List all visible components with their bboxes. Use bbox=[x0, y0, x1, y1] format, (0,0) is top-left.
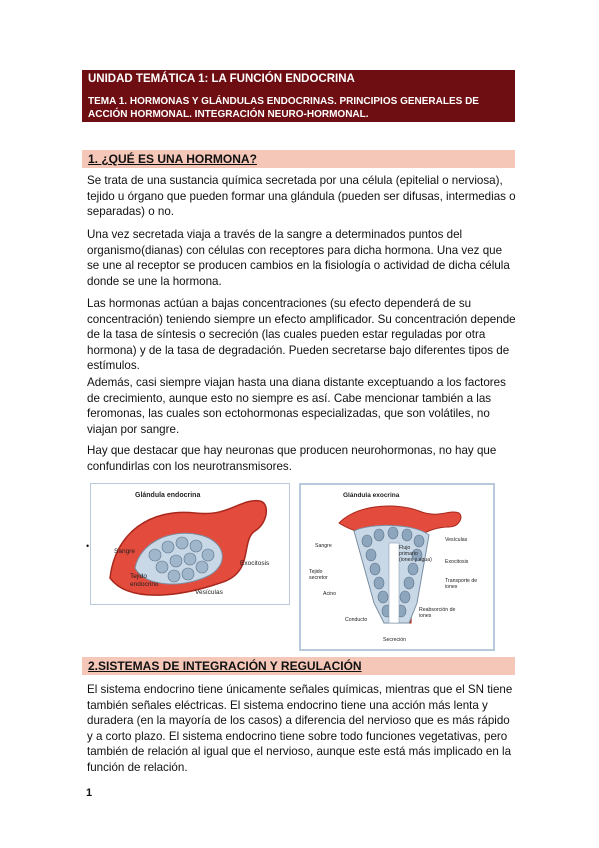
figure-label: Sangre bbox=[315, 543, 332, 549]
figure-label: primario bbox=[399, 551, 418, 557]
endocrine-gland-figure bbox=[90, 483, 290, 605]
paragraph: Se trata de una sustancia química secretada por una célula (epitelial o nerviosa), tejido u órgano que pueden formar una glándula (pueden ser difusas, intermedias o separadas) o no. bbox=[87, 174, 516, 219]
exocrine-gland-figure bbox=[299, 483, 495, 651]
figure-title: Glándula exocrina bbox=[343, 492, 400, 499]
figure-label: Flujo bbox=[399, 545, 411, 551]
unit-title: UNIDAD TEMÁTICA 1: LA FUNCIÓN ENDOCRINA bbox=[82, 70, 515, 92]
figure-label: Conducto bbox=[345, 617, 368, 623]
paragraph: Las hormonas actúan a bajas concentraciones (su efecto dependerá de su concentración) teniendo siempre un efecto amplificador. Su concentración depende de la tasa de síntesis o secreción (las cuales pueden estar reguladas por otra hormona) y de la tasa de degradación. Pueden secretarse bajo diferentes tipos de estímulos. bbox=[87, 297, 516, 373]
figure-title: Glándula endocrina bbox=[135, 492, 201, 499]
figure-label: Vesículas bbox=[445, 537, 468, 543]
figure-label: iones bbox=[419, 613, 432, 619]
section-heading-2: 2.SISTEMAS DE INTEGRACIÓN Y REGULACIÓN bbox=[82, 657, 515, 675]
topic-title: TEMA 1. HORMONAS Y GLÁNDULAS ENDOCRINAS. PRINCIPIOS GENERALES DE ACCIÓN HORMONAL. INTEGRACIÓN NEURO-HORMONAL. bbox=[82, 92, 515, 122]
figure-label: Tejido bbox=[130, 573, 147, 580]
paragraph: Además, casi siempre viajan hasta una diana distante exceptuando a los factores de crecimiento, aunque esto no siempre es así. Cabe mencionar también a las feromonas, las cuales son ectohormonas especializadas, que son volátiles, no viajan por sangre. bbox=[87, 376, 506, 436]
figure-label: Tejido bbox=[309, 569, 323, 575]
figure-label: Reabsorción de bbox=[419, 607, 456, 613]
figure-label: Exocitosis bbox=[445, 559, 469, 565]
figure-label: Transporte de bbox=[445, 578, 478, 584]
section-heading-1: 1. ¿QUÉ ES UNA HORMONA? bbox=[82, 150, 515, 168]
paragraph: Una vez secretada viaja a través de la sangre a determinados puntos del organismo(dianas) con células con receptores para dicha hormona. Una vez que se une al receptor se producen cambios en la fisiología o actividad de dicha célula donde se une la hormona. bbox=[87, 228, 510, 288]
figure-label: endocrino bbox=[130, 581, 159, 588]
figure-label: iones bbox=[445, 584, 458, 590]
figure-label: (iones y agua) bbox=[399, 557, 432, 563]
figure-label: Secreción bbox=[383, 637, 407, 643]
paragraph: El sistema endocrino tiene únicamente señales químicas, mientras que el SN tiene también señales eléctricas. El sistema endocrino tiene una acción más lenta y duradera (en la mayoría de los casos) a diferencia del nervioso que es más rápido y a corto plazo. El sistema endocrino tiene sobre todo funciones vegetativas, pero también de relación al igual que el nervioso, aunque este está más implicado en la función de relación. bbox=[87, 683, 513, 774]
figure-label: Exocitosis bbox=[240, 560, 270, 567]
figure-label: Sangre bbox=[114, 548, 135, 555]
figure-label: Vesículas bbox=[195, 589, 223, 596]
figure-label: Acino bbox=[323, 591, 336, 597]
page-number: 1 bbox=[86, 787, 93, 799]
figure-label: secretor bbox=[309, 575, 328, 581]
paragraph: Hay que destacar que hay neuronas que producen neurohormonas, no hay que confundirlas con los neurotransmisores. bbox=[87, 444, 497, 473]
bullet-marker: • bbox=[86, 541, 90, 551]
